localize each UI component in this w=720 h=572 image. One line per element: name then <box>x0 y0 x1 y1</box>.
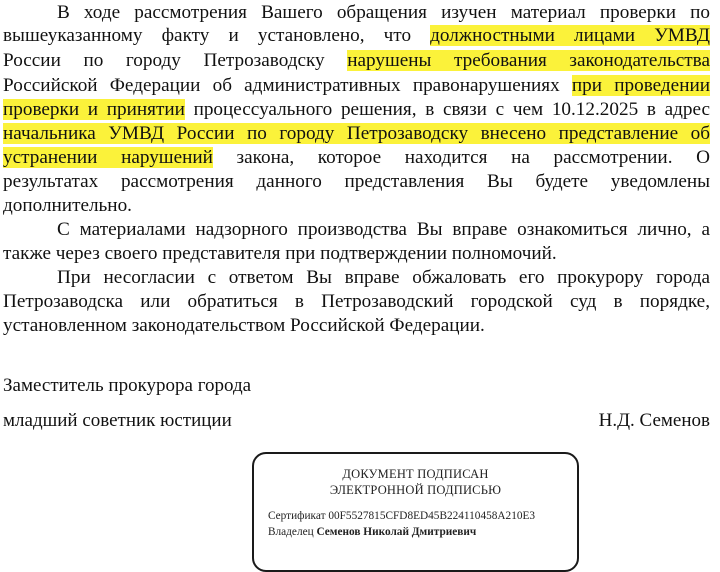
body-line <box>3 171 710 193</box>
text: дополнительно. <box>3 195 132 216</box>
highlighted-text: проверки и принятии <box>3 99 185 120</box>
signatory-name: Н.Д. Семенов <box>598 410 710 431</box>
body-line <box>3 50 710 72</box>
highlighted-text: должностными лицами УМВД <box>430 25 710 46</box>
owner-label: Владелец <box>268 526 317 538</box>
stamp-title: ДОКУМЕНТ ПОДПИСАН <box>342 467 489 481</box>
e-signature-stamp <box>252 452 579 572</box>
body-line <box>3 243 710 265</box>
highlighted-text: нарушены требования законодательства <box>347 50 710 71</box>
text: установленном законодательством Российской Федерации. <box>3 315 485 336</box>
body-line <box>3 147 710 169</box>
text: При несогласии с ответом Вы вправе обжаловать его прокурору города <box>57 267 710 288</box>
text: результатах рассмотрения данного представления Вы будете уведомлены <box>3 171 710 192</box>
signatory-position: Заместитель прокурора города <box>3 375 252 396</box>
text: России по городу Петрозаводску <box>3 50 348 71</box>
body-line <box>3 315 710 337</box>
stamp-subtitle: ЭЛЕКТРОННОЙ ПОДПИСЬЮ <box>329 483 502 497</box>
stamp-certificate <box>268 509 535 523</box>
stamp-owner <box>268 525 476 539</box>
body-line <box>3 195 710 217</box>
certificate-label: Сертификат <box>268 510 329 522</box>
certificate-value: 00F5527815CFD8ED45B224110458A210E3 <box>328 510 536 522</box>
text: также через своего представителя при подтверждении полномочий. <box>3 243 557 264</box>
body-line <box>3 2 710 24</box>
text: процессуального решения, в связи с чем 10.12.2025 в адрес <box>184 99 710 120</box>
text: В ходе рассмотрения Вашего обращения изучен материал проверки по <box>57 2 710 23</box>
highlighted-text: устранении нарушений <box>3 147 213 168</box>
signatory-rank: младший советник юстиции <box>3 410 232 431</box>
text: С материалами надзорного производства Вы вправе ознакомиться лично, а <box>57 219 710 240</box>
owner-value: Семенов Николай Дмитриевич <box>316 526 477 538</box>
highlighted-text: при проведении <box>571 75 710 96</box>
body-line <box>3 267 710 289</box>
text: вышеуказанному факту и установлено, что <box>3 25 431 46</box>
body-line <box>3 219 710 241</box>
body-line <box>3 25 710 47</box>
highlighted-text: начальника УМВД России по городу Петрозаводску внесено представление об <box>3 123 710 144</box>
body-line <box>3 291 710 313</box>
text: Российской Федерации об административных правонарушениях <box>3 75 572 96</box>
text: Петрозаводска или обратиться в Петрозаводский городской суд в порядке, <box>3 291 710 312</box>
text: закона, которое находится на рассмотрении. О <box>212 147 710 168</box>
body-line <box>3 123 710 145</box>
body-line <box>3 75 710 97</box>
body-line <box>3 99 710 121</box>
